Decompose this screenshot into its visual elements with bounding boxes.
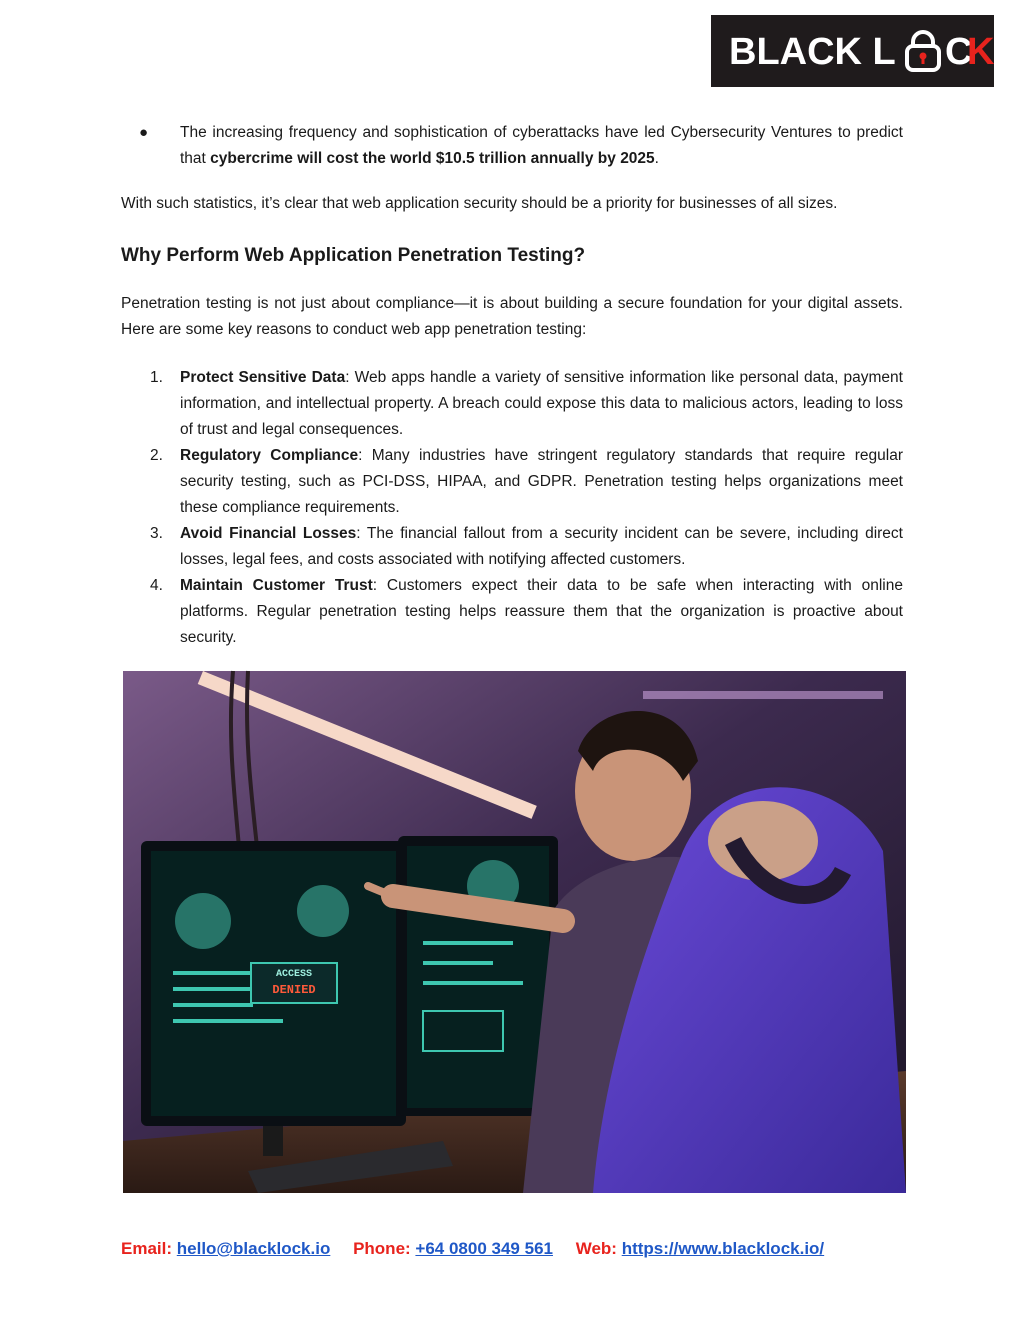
- reason-title: Regulatory Compliance: [180, 447, 359, 464]
- web-label: Web:: [575, 1239, 617, 1258]
- reason-title: Protect Sensitive Data: [180, 369, 346, 386]
- bullet-item: [121, 120, 903, 172]
- bullet-icon: ●: [139, 124, 149, 141]
- phone-link[interactable]: +64 0800 349 561: [415, 1239, 553, 1258]
- section-heading: Why Perform Web Application Penetration Testing?: [121, 245, 586, 266]
- email-link[interactable]: hello@blacklock.io: [176, 1239, 331, 1258]
- reason-item: 3. Avoid Financial Losses: The financial fallout from a security incident can be severe, including direct losses, legal fees, and costs associated with notifying affected customers.: [150, 525, 903, 568]
- reason-item: 1. Protect Sensitive Data: Web apps handle a variety of sensitive information like personal data, payment information, and intellectual property. A breach could expose this data to malicious actors, leading to loss of trust and legal consequences.: [150, 369, 903, 438]
- bullet-bold: cybercrime will cost the world $10.5 trillion annually by 2025: [210, 150, 655, 167]
- email-label: Email:: [121, 1239, 173, 1258]
- statistics-paragraph: With such statistics, it’s clear that web application security should be a priority for businesses of all sizes.: [121, 195, 838, 212]
- bullet-text: The increasing frequency and sophistication of cyberattacks have led Cybersecurity Ventures to predict that cybercrime will cost the world $10.5 trillion annually by 2025.: [180, 124, 903, 167]
- hackers-photo: [123, 671, 906, 1193]
- reason-title: Avoid Financial Losses: [180, 525, 357, 542]
- phone-label: Phone:: [353, 1239, 411, 1258]
- web-link[interactable]: https://www.blacklock.io/: [621, 1239, 825, 1258]
- reasons-list: [121, 365, 903, 651]
- padlock-icon: [907, 32, 939, 70]
- denied-text: DENIED: [272, 983, 316, 997]
- contact-footer: [121, 1236, 921, 1262]
- logo-text-left: BLACK L: [728, 31, 896, 73]
- monitor-right: [398, 836, 558, 1116]
- logo-text-c: C: [944, 31, 972, 73]
- reason-item: 4. Maintain Customer Trust: Customers expect their data to be safe when interacting with online platforms. Regular penetration testing helps reassure them that the organization is proactive about security.: [150, 577, 903, 646]
- blacklock-logo: [711, 15, 994, 87]
- intro-paragraph: Penetration testing is not just about compliance—it is about building a secure foundation for your digital assets. Here are some key reasons to conduct web app penetration testing:: [121, 295, 903, 338]
- reason-item: 2. Regulatory Compliance: Many industries have stringent regulatory standards that require regular security testing, such as PCI-DSS, HIPAA, and GDPR. Penetration testing helps organizations meet these compliance requirements.: [150, 447, 903, 516]
- reason-title: Maintain Customer Trust: [180, 577, 373, 594]
- logo-mark: [723, 26, 994, 76]
- logo-text-k: K: [966, 31, 994, 73]
- access-text: ACCESS: [275, 969, 313, 980]
- article-body: [121, 120, 903, 651]
